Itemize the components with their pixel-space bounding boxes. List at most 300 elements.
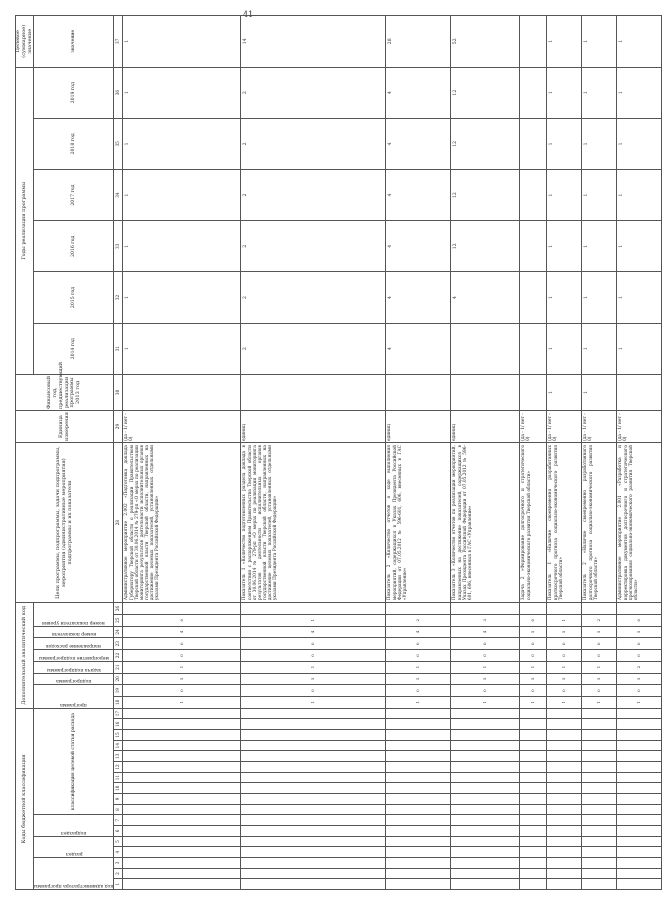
extra-code-indicator: 4	[386, 626, 451, 638]
code-cell	[547, 783, 582, 794]
row-value-2018	[520, 118, 547, 169]
table-row	[386, 16, 451, 890]
row-unit: (да - 1/ нет - 0)	[582, 411, 617, 443]
code-cell	[386, 772, 451, 783]
header-year-2018: 2018 год	[34, 118, 114, 169]
code-cell	[386, 719, 451, 730]
row-final-value: 52	[451, 16, 520, 68]
code-cell	[520, 730, 547, 741]
extra-code-program: 1	[241, 696, 386, 708]
row-fin-2013: 1	[547, 374, 582, 410]
code-cell	[582, 751, 617, 762]
code-cell	[451, 708, 520, 719]
extra-code-direction: 0	[123, 650, 241, 662]
extra-code-program: 1	[617, 696, 662, 708]
row-fin-2013	[520, 374, 547, 410]
row-name: Показатель 2 «Наличие своевременно разработанного долгосрочного прогноза социально-экономического развития Тверской области»	[582, 443, 617, 603]
header-ex-7: номер показателя уровня	[42, 619, 106, 625]
row-value-2017: 2	[241, 169, 386, 220]
row-value-2016: 1	[547, 221, 582, 272]
code-cell	[123, 762, 241, 773]
row-unit: единиц	[451, 411, 520, 443]
code-cell	[241, 836, 386, 847]
col-number: 7	[114, 815, 123, 826]
code-cell	[123, 751, 241, 762]
extra-code-direction: 0	[547, 650, 582, 662]
header-name-col: Цели программы, подпрограммы, задачи подпрограммы, мероприятия (административные мероприятия) подпрограммы и их показатели	[16, 443, 114, 603]
col-number: 14	[114, 740, 123, 751]
code-cell	[451, 740, 520, 751]
col-number: 32	[114, 272, 123, 323]
extra-code-indicator: 5	[582, 626, 617, 638]
code-cell	[520, 708, 547, 719]
row-value-2016: 2	[241, 221, 386, 272]
code-cell	[123, 730, 241, 741]
row-value-2015: 1	[123, 272, 241, 323]
code-cell	[123, 772, 241, 783]
code-cell	[241, 794, 386, 805]
code-cell	[547, 751, 582, 762]
code-cell	[386, 730, 451, 741]
code-cell	[520, 783, 547, 794]
code-cell	[386, 740, 451, 751]
code-cell	[617, 794, 662, 805]
row-value-2014: 1	[582, 323, 617, 374]
col-number: 31	[114, 323, 123, 374]
row-value-2018: 1	[617, 118, 662, 169]
row-final-value: 14	[241, 16, 386, 68]
code-cell	[582, 730, 617, 741]
row-value-2019: 2	[241, 67, 386, 118]
extra-code-empty	[386, 603, 451, 615]
code-cell	[617, 815, 662, 826]
code-cell	[451, 751, 520, 762]
code-cell	[582, 762, 617, 773]
extra-code-empty	[617, 603, 662, 615]
extra-code-indicator: 5	[520, 626, 547, 638]
col-number: 24	[114, 626, 123, 638]
extra-code-empty	[451, 603, 520, 615]
row-value-2014	[451, 323, 520, 374]
row-value-2018: 1	[123, 118, 241, 169]
code-cell	[582, 815, 617, 826]
extra-code-direction-2: 0	[123, 638, 241, 650]
code-cell	[582, 708, 617, 719]
extra-code-program: 1	[582, 696, 617, 708]
code-cell	[451, 826, 520, 837]
code-cell	[451, 772, 520, 783]
code-cell	[582, 868, 617, 879]
header-ex-5: направление расходов	[46, 643, 102, 649]
code-cell	[617, 847, 662, 858]
code-cell	[617, 879, 662, 890]
extra-code-level: 0	[123, 614, 241, 626]
code-cell	[241, 730, 386, 741]
extra-code-empty	[582, 603, 617, 615]
row-fin-2013: 1	[582, 374, 617, 410]
extra-code-measure: 1	[451, 661, 520, 673]
code-cell	[547, 772, 582, 783]
header-fin-col: Финансовый год, предшествующий реализации программы 2013 год	[16, 374, 114, 410]
extra-code-program: 1	[123, 696, 241, 708]
code-cell	[241, 815, 386, 826]
column-number-row	[114, 16, 123, 890]
code-cell	[582, 804, 617, 815]
code-cell	[520, 847, 547, 858]
row-value-2019: 4	[386, 67, 451, 118]
row-value-2018: 1	[547, 118, 582, 169]
code-cell	[582, 719, 617, 730]
row-value-2016: 1	[582, 221, 617, 272]
code-cell	[617, 868, 662, 879]
row-fin-2013	[617, 374, 662, 410]
header-year-2014: 2014 год	[34, 323, 114, 374]
code-cell	[617, 826, 662, 837]
code-cell	[582, 783, 617, 794]
row-unit: (да - 1/ нет - 0)	[123, 411, 241, 443]
row-value-2019: 1	[582, 67, 617, 118]
col-number: 8	[114, 804, 123, 815]
extra-code-indicator: 5	[547, 626, 582, 638]
col-number: 11	[114, 772, 123, 783]
row-value-2018: 4	[386, 118, 451, 169]
row-name: Показатель 3 «Количество отчетов по реализации мероприятий, направленных на достижение показателей, содержащихся в Указах Президента Российской Федерации от 07.05.2012 № 596-601, 606, внесенных в ГАС «Управление»	[451, 443, 520, 603]
code-cell	[451, 858, 520, 869]
code-cell	[547, 804, 582, 815]
row-final-value: 1	[617, 16, 662, 68]
col-number: 5	[114, 836, 123, 847]
code-cell	[617, 762, 662, 773]
code-cell	[520, 719, 547, 730]
row-value-2015: 1	[582, 272, 617, 323]
extra-code-task: 5	[451, 673, 520, 685]
extra-code-direction-2: 0	[520, 638, 547, 650]
extra-code-direction: 0	[241, 650, 386, 662]
extra-code-subprogram: 0	[386, 685, 451, 697]
col-number: 15	[114, 730, 123, 741]
code-cell	[451, 868, 520, 879]
code-cell	[123, 826, 241, 837]
code-cell	[386, 858, 451, 869]
header-year-2019: 2019 год	[34, 67, 114, 118]
code-cell	[520, 804, 547, 815]
row-value-2014: 1	[617, 323, 662, 374]
code-cell	[547, 708, 582, 719]
col-number: 1	[114, 879, 123, 890]
extra-code-measure: 1	[241, 661, 386, 673]
extra-code-level: 2	[386, 614, 451, 626]
code-cell	[386, 794, 451, 805]
col-number: 17	[114, 708, 123, 719]
code-cell	[582, 772, 617, 783]
extra-code-direction-2: 0	[241, 638, 386, 650]
code-cell	[241, 751, 386, 762]
code-cell	[617, 783, 662, 794]
extra-code-empty	[123, 603, 241, 615]
row-unit: единиц	[241, 411, 386, 443]
row-value-2017: 1	[547, 169, 582, 220]
code-cell	[520, 740, 547, 751]
extra-code-measure: 2	[617, 661, 662, 673]
row-value-2014	[520, 323, 547, 374]
code-cell	[617, 836, 662, 847]
code-cell	[123, 879, 241, 890]
col-number: 35	[114, 118, 123, 169]
code-cell	[241, 804, 386, 815]
code-cell	[617, 730, 662, 741]
code-cell	[547, 815, 582, 826]
table-row	[547, 16, 582, 890]
code-cell	[386, 868, 451, 879]
row-value-2018: 12	[451, 118, 520, 169]
code-cell	[123, 868, 241, 879]
extra-code-subprogram: 0	[451, 685, 520, 697]
extra-code-level: 2	[582, 614, 617, 626]
code-cell	[241, 858, 386, 869]
row-unit: (да - 1/ нет - 0)	[547, 411, 582, 443]
row-name: Административное мероприятие 2.001 «Разработка и корректировка документов долгосрочного и стратегического прогнозирования социально-экономического развития Тверской области»	[617, 443, 662, 603]
rotated-table-container	[15, 10, 642, 890]
program-indicators-table	[15, 15, 662, 890]
row-final-value	[520, 16, 547, 68]
extra-code-level: 0	[520, 614, 547, 626]
header-unit-col: Единица измерения	[16, 411, 114, 443]
row-value-2019	[520, 67, 547, 118]
header-code-a: код администратора программы	[34, 883, 114, 888]
extra-code-direction: 0	[617, 650, 662, 662]
code-cell	[386, 708, 451, 719]
row-name: Показатель 1 «Наличие своевременно разработанных краткосрочного прогноза социально-экономического развития Тверской области»	[547, 443, 582, 603]
code-cell	[520, 772, 547, 783]
code-cell	[241, 783, 386, 794]
code-cell	[386, 826, 451, 837]
col-number: 19	[114, 685, 123, 697]
code-cell	[386, 836, 451, 847]
row-value-2019: 1	[123, 67, 241, 118]
row-value-2015	[520, 272, 547, 323]
table-row	[520, 16, 547, 890]
extra-code-task: 5	[386, 673, 451, 685]
code-cell	[451, 762, 520, 773]
row-fin-2013	[241, 374, 386, 410]
extra-code-program: 1	[386, 696, 451, 708]
code-cell	[451, 794, 520, 805]
row-value-2017: 1	[617, 169, 662, 220]
extra-code-program: 1	[451, 696, 520, 708]
code-cell	[617, 858, 662, 869]
extra-code-direction: 0	[386, 650, 451, 662]
col-number: 10	[114, 783, 123, 794]
row-value-2019: 12	[451, 67, 520, 118]
header-ex-3: задача подпрограммы	[46, 666, 102, 672]
code-cell	[617, 751, 662, 762]
code-cell	[617, 708, 662, 719]
extra-code-indicator: 5	[617, 626, 662, 638]
header-code-d: классификация целевой статьи расхода	[34, 708, 114, 815]
extra-code-measure: 1	[520, 661, 547, 673]
row-value-2016: 1	[123, 221, 241, 272]
code-cell	[451, 847, 520, 858]
row-value-2019: 1	[617, 67, 662, 118]
code-cell	[241, 868, 386, 879]
code-cell	[547, 858, 582, 869]
col-number: 23	[114, 638, 123, 650]
code-cell	[617, 772, 662, 783]
header-code-b: раздел	[65, 851, 83, 857]
code-cell	[241, 826, 386, 837]
code-cell	[582, 740, 617, 751]
row-fin-2013	[451, 374, 520, 410]
col-number: 3	[114, 858, 123, 869]
col-number: 29	[114, 411, 123, 443]
row-value-2016: 12	[451, 221, 520, 272]
code-cell	[451, 836, 520, 847]
code-cell	[123, 708, 241, 719]
code-cell	[123, 847, 241, 858]
row-unit: (да - 1/ нет - 0)	[617, 411, 662, 443]
col-number: 9	[114, 794, 123, 805]
table-row	[123, 16, 241, 890]
header-ex-2: подпрограмма	[56, 678, 92, 684]
code-cell	[582, 847, 617, 858]
extra-code-subprogram: 0	[241, 685, 386, 697]
code-cell	[386, 762, 451, 773]
extra-code-measure: 1	[582, 661, 617, 673]
header-code-c: подраздел	[61, 829, 87, 835]
code-cell	[582, 836, 617, 847]
row-value-2016: 1	[617, 221, 662, 272]
code-cell	[386, 751, 451, 762]
code-cell	[451, 879, 520, 890]
row-value-2017: 4	[386, 169, 451, 220]
code-cell	[241, 740, 386, 751]
extra-code-subprogram: 0	[582, 685, 617, 697]
row-value-2015: 4	[386, 272, 451, 323]
header-group-codes: Коды бюджетной классификации	[16, 708, 34, 889]
col-number: 20	[114, 673, 123, 685]
col-number: 6	[114, 826, 123, 837]
row-value-2017: 1	[582, 169, 617, 220]
row-unit: (да - 1/ нет - 0)	[520, 411, 547, 443]
code-cell	[386, 804, 451, 815]
row-value-2017	[520, 169, 547, 220]
row-value-2017: 12	[451, 169, 520, 220]
code-cell	[582, 879, 617, 890]
col-number: 22	[114, 650, 123, 662]
row-name: Административное мероприятие 2.002 «Подготовка доклада Губернатору Тверской области о реализации Правительством Тверской области от 30.06.2014 № 279-рп «О мерах по реализации мониторинга результатов деятельности исполнительных органов государственной власти Тверской области, направленных на достижение целевых показателей, установленных отдельными указами Президента Российской Федерации»	[123, 443, 241, 603]
code-cell	[386, 783, 451, 794]
extra-code-task: 5	[582, 673, 617, 685]
code-cell	[582, 858, 617, 869]
row-value-2018: 1	[582, 118, 617, 169]
col-number: 36	[114, 67, 123, 118]
code-cell	[547, 740, 582, 751]
code-cell	[520, 858, 547, 869]
row-name: Показатель 1 «Количество подготовленных раздела доклада в соответствии с распоряжением Правительства Тверской области от 30.06.2014 № 279-рп «О мерах по реализации мониторинга результатов деятельности исполнительных органов государственной власти Тверской области, направленных на достижение целевых показателей, установленных отдельными указами Президента Российской Федерации»	[241, 443, 386, 603]
row-value-2016	[520, 221, 547, 272]
extra-code-level: 1	[241, 614, 386, 626]
code-cell	[123, 815, 241, 826]
extra-code-measure: 1	[123, 661, 241, 673]
header-ex-4: мероприятие подпрограммы	[38, 654, 109, 660]
code-cell	[451, 719, 520, 730]
table-row	[451, 16, 520, 890]
code-cell	[547, 719, 582, 730]
row-fin-2013	[386, 374, 451, 410]
extra-code-task: 5	[617, 673, 662, 685]
code-cell	[520, 868, 547, 879]
col-number: 12	[114, 762, 123, 773]
row-final-value: 1	[123, 16, 241, 68]
code-cell	[520, 751, 547, 762]
row-value-2018: 2	[241, 118, 386, 169]
code-cell	[123, 858, 241, 869]
code-cell	[451, 815, 520, 826]
row-value-2015: 1	[547, 272, 582, 323]
extra-code-direction-2: 0	[451, 638, 520, 650]
extra-code-subprogram: 0	[617, 685, 662, 697]
extra-code-empty	[520, 603, 547, 615]
table-body	[123, 16, 662, 890]
row-value-2015: 4	[451, 272, 520, 323]
extra-code-level: 0	[617, 614, 662, 626]
col-number: 37	[114, 16, 123, 68]
code-cell	[123, 719, 241, 730]
extra-code-direction: 0	[451, 650, 520, 662]
header-ex-1: программа	[60, 701, 88, 707]
col-number: 4	[114, 847, 123, 858]
code-cell	[547, 868, 582, 879]
col-number: 16	[114, 719, 123, 730]
extra-code-direction: 0	[520, 650, 547, 662]
code-cell	[547, 762, 582, 773]
extra-code-direction: 0	[582, 650, 617, 662]
row-name: Задача 2 «Формирование долгосрочного и стратегического социально-экономического развития Тверской области»	[520, 443, 547, 603]
table-sheet	[15, 10, 642, 890]
code-cell	[617, 740, 662, 751]
extra-code-measure: 1	[547, 661, 582, 673]
table-row	[241, 16, 386, 890]
code-cell	[241, 772, 386, 783]
code-cell	[241, 847, 386, 858]
extra-code-direction-2: 0	[547, 638, 582, 650]
code-cell	[582, 826, 617, 837]
code-cell	[617, 719, 662, 730]
code-cell	[386, 815, 451, 826]
code-cell	[451, 730, 520, 741]
row-value-2015: 2	[241, 272, 386, 323]
col-number: 33	[114, 221, 123, 272]
header-row-top	[16, 16, 34, 890]
extra-code-level: 1	[547, 614, 582, 626]
extra-code-direction-2: 0	[582, 638, 617, 650]
extra-code-program: 1	[547, 696, 582, 708]
col-number: 28	[114, 443, 123, 603]
code-cell	[547, 836, 582, 847]
extra-code-task: 5	[123, 673, 241, 685]
header-year-2016: 2016 год	[34, 221, 114, 272]
extra-code-indicator: 4	[123, 626, 241, 638]
row-value-2016: 4	[386, 221, 451, 272]
code-cell	[520, 762, 547, 773]
code-cell	[520, 879, 547, 890]
extra-code-indicator: 4	[451, 626, 520, 638]
extra-code-program: 1	[520, 696, 547, 708]
extra-code-direction-2: 0	[617, 638, 662, 650]
row-value-2017: 1	[123, 169, 241, 220]
col-number: 2	[114, 868, 123, 879]
row-value-2014: 4	[386, 323, 451, 374]
